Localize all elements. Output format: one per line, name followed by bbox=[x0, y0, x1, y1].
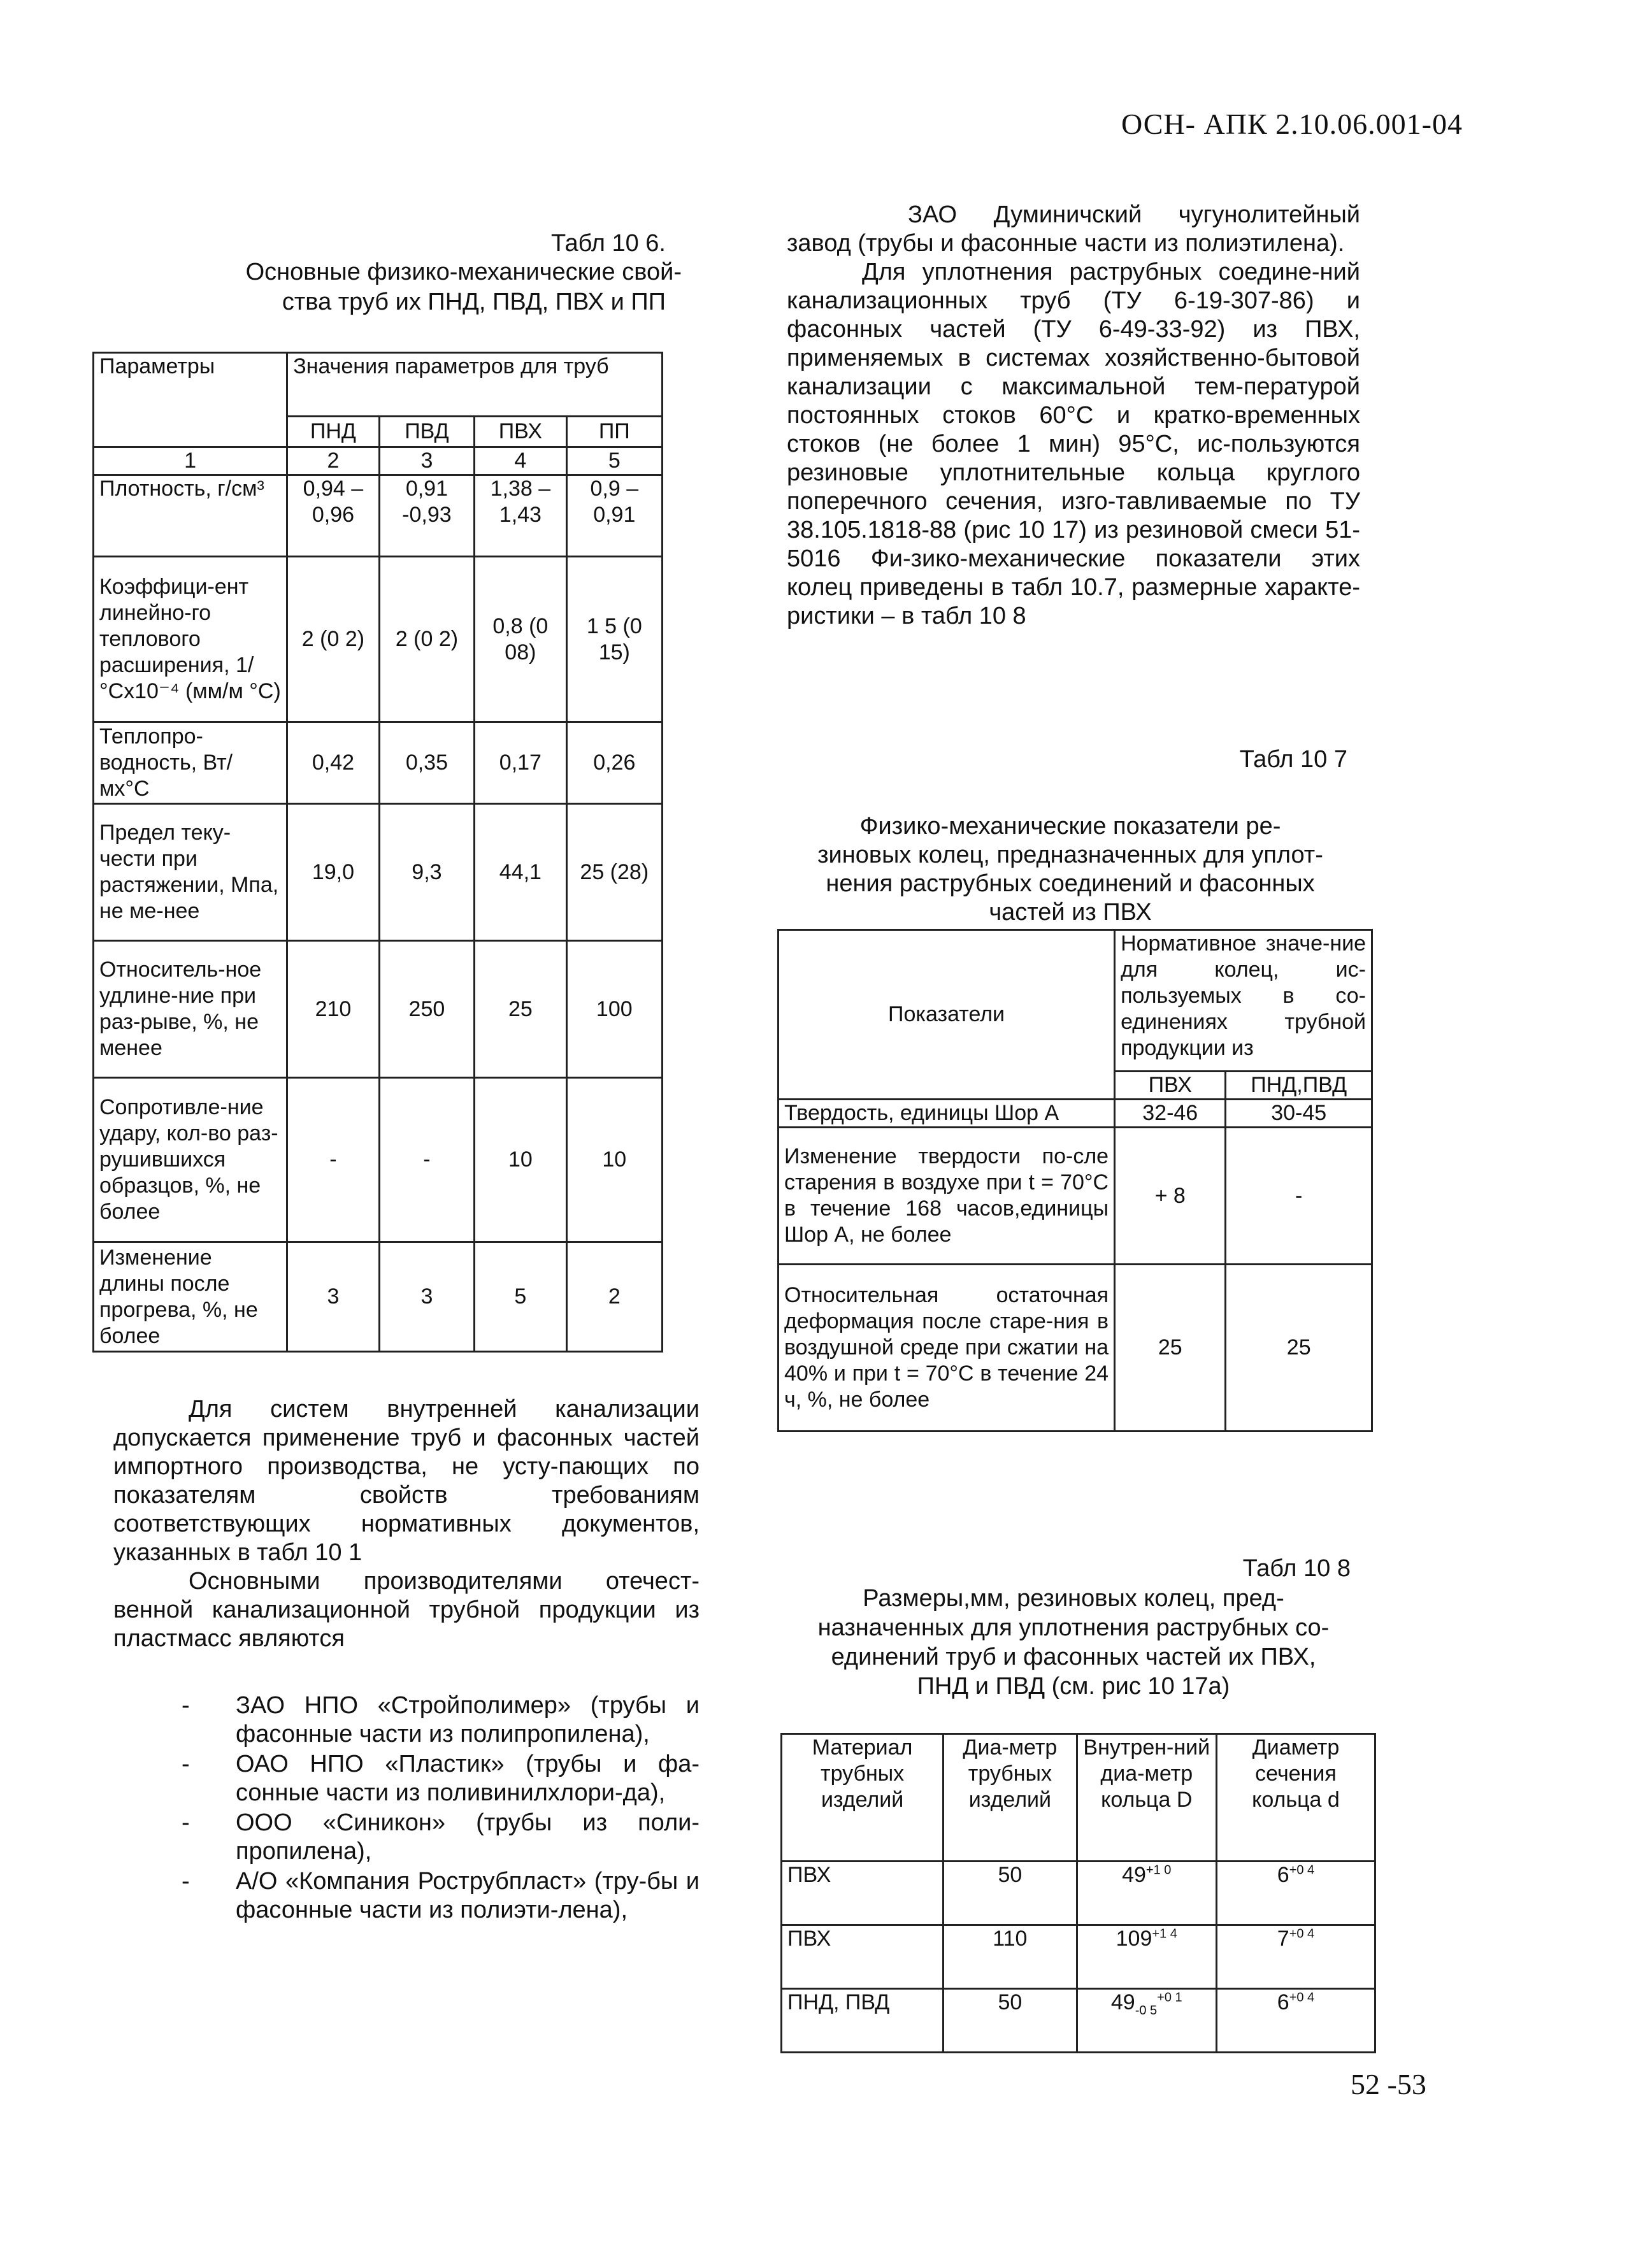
col-header-material: Материал трубных изделий bbox=[782, 1734, 944, 1862]
col-header-pnd: ПНД bbox=[287, 417, 379, 447]
right-text bbox=[787, 201, 1360, 631]
value-cell: 2 (0 2) bbox=[379, 557, 474, 722]
table-row bbox=[94, 1078, 663, 1242]
param-cell: Относитель-ное удлине-ние при раз-рыве, %, не менее bbox=[94, 941, 287, 1078]
value-cell: 44,1 bbox=[475, 804, 566, 941]
table-row bbox=[782, 1862, 1375, 1925]
value-cell: 0,94 –0,96 bbox=[287, 475, 379, 557]
table-10-6-title-line2: ства труб их ПНД, ПВД, ПВХ и ПП bbox=[282, 289, 666, 315]
table-10-8-title-line3: единений труб и фасонных частей их ПВХ, bbox=[831, 1644, 1316, 1670]
param-cell: Изменение длины после прогрева, %, не более bbox=[94, 1242, 287, 1352]
table-10-7-title-line3: нения раструбных соединений и фасонных bbox=[826, 870, 1315, 897]
material-cell: ПВХ bbox=[782, 1925, 944, 1989]
table-row bbox=[94, 557, 663, 722]
value-cell: + 8 bbox=[1115, 1128, 1226, 1265]
col-header-pp: ПП bbox=[566, 417, 662, 447]
paragraph-manufacturers-intro: Основными производителями отечест-венной канализационной трубной продукции из пластмасс являются bbox=[113, 1568, 700, 1652]
inner-diameter-cell bbox=[1077, 1925, 1216, 1989]
inner-diameter-cell bbox=[1077, 1862, 1216, 1925]
table-10-6-label: Табл 10 6. bbox=[551, 230, 666, 257]
param-cell: Предел теку-чести при растяжении, Мпа, не ме-нее bbox=[94, 804, 287, 941]
value-cell: - bbox=[287, 1078, 379, 1242]
section-diameter-cell bbox=[1216, 1862, 1375, 1925]
table-10-7-title-line4: частей из ПВХ bbox=[989, 899, 1152, 926]
value-cell: 10 bbox=[566, 1078, 662, 1242]
table-10-8-label: Табл 10 8 bbox=[1242, 1555, 1351, 1582]
col-header-indicators: Показатели bbox=[779, 930, 1115, 1100]
list-item-text: ООО «Синикон» (трубы из поли-пропилена), bbox=[236, 1809, 700, 1865]
section-diameter-cell bbox=[1216, 1989, 1375, 2053]
table-row bbox=[782, 1925, 1375, 1989]
list-item bbox=[175, 1750, 700, 1807]
value-cell: 32-46 bbox=[1115, 1100, 1226, 1128]
col-header-section-diameter: Диаметр сечения кольца d bbox=[1216, 1734, 1375, 1862]
page-number: 52 -53 bbox=[1351, 2068, 1426, 2100]
inner-diameter-value: 49 bbox=[1122, 1863, 1146, 1887]
col-number-1: 1 bbox=[94, 447, 287, 475]
value-cell: 0,35 bbox=[379, 722, 474, 804]
value-cell: 100 bbox=[566, 941, 662, 1078]
value-cell: 25 (28) bbox=[566, 804, 662, 941]
list-item bbox=[175, 1867, 700, 1925]
param-cell: Сопротивле-ние удару, кол-во раз-рушившихся образцов, %, не более bbox=[94, 1078, 287, 1242]
list-dash: - bbox=[182, 1751, 190, 1777]
col-header-norm: Нормативное значе-ние для колец, ис-пользуемых в со-единениях трубной продукции из bbox=[1115, 930, 1372, 1072]
table-row bbox=[782, 1989, 1375, 2053]
value-cell: 0,42 bbox=[287, 722, 379, 804]
paragraph-imported-pipes: Для систем внутренней канализации допускается применение труб и фасонных частей импортного производства, не усту-пающих по показателям свойств требованиям соответствующих нормативных документов, указанных в табл 10 1 bbox=[113, 1396, 700, 1566]
manufacturers-list bbox=[175, 1691, 700, 1926]
section-diameter-tolerance: +0 4 bbox=[1289, 1863, 1315, 1877]
list-item bbox=[175, 1691, 700, 1749]
value-cell: 25 bbox=[1226, 1265, 1372, 1432]
inner-diameter-tolerance: +0 1 bbox=[1157, 1990, 1182, 2005]
value-cell: 0,17 bbox=[475, 722, 566, 804]
value-cell: 210 bbox=[287, 941, 379, 1078]
section-diameter-tolerance: +0 4 bbox=[1289, 1990, 1315, 2005]
table-10-6 bbox=[92, 352, 663, 1353]
section-diameter-tolerance: +0 4 bbox=[1289, 1927, 1315, 1941]
list-item-text: А/О «Компания Рострубпласт» (тру-бы и фасонные части из полиэти-лена), bbox=[236, 1868, 700, 1923]
table-row bbox=[94, 804, 663, 941]
paragraph-seal-rings: Для уплотнения раструбных соедине-ний канализационных труб (ТУ 6-19-307-86) и фасонных частей (ТУ 6-49-33-92) из ПВХ, применяемых в системах хозяйственно-бытовой канализации с максимальной тем-пературой постоянных стоков 60°С и кратко-временных стоков (не более 1 мин) 95°С, ис-пользуются резиновые уплотнительные кольца круглого поперечного сечения, изго-тавливаемые по ТУ 38.105.1818-88 (рис 10 17) из резиновой смеси 51-5016 Фи-зико-механические показатели этих колец приведены в табл 10.7, размерные характе-ристики – в табл 10 8 bbox=[787, 259, 1360, 629]
list-dash: - bbox=[182, 1809, 190, 1836]
value-cell: 10 bbox=[475, 1078, 566, 1242]
left-text bbox=[113, 1395, 700, 1653]
inner-diameter-cell bbox=[1077, 1989, 1216, 2053]
value-cell: 1 5 (0 15) bbox=[566, 557, 662, 722]
value-cell: 30-45 bbox=[1226, 1100, 1372, 1128]
material-cell: ПВХ bbox=[782, 1862, 944, 1925]
value-cell: 1,38 – 1,43 bbox=[475, 475, 566, 557]
value-cell: 0,8 (0 08) bbox=[475, 557, 566, 722]
material-cell: ПНД, ПВД bbox=[782, 1989, 944, 2053]
table-row bbox=[779, 1128, 1372, 1265]
table-row bbox=[779, 1100, 1372, 1128]
value-cell: 19,0 bbox=[287, 804, 379, 941]
inner-diameter-value: 109 bbox=[1116, 1927, 1152, 1951]
section-diameter-cell bbox=[1216, 1925, 1375, 1989]
indicator-cell: Твердость, единицы Шор А bbox=[779, 1100, 1115, 1128]
value-cell: 3 bbox=[287, 1242, 379, 1352]
value-cell: 25 bbox=[1115, 1265, 1226, 1432]
param-cell: Плотность, г/см³ bbox=[94, 475, 287, 557]
indicator-cell: Относительная остаточная деформация после старе-ния в воздушной среде при сжатии на 40% и при t = 70°С в течение 24 ч, %, не более bbox=[779, 1265, 1115, 1432]
table-10-7-title-line2: зиновых колец, предназначенных для уплот- bbox=[817, 842, 1323, 868]
value-cell: 3 bbox=[379, 1242, 474, 1352]
col-header-pvh: ПВХ bbox=[475, 417, 566, 447]
value-cell: 5 bbox=[475, 1242, 566, 1352]
table-10-8 bbox=[780, 1733, 1376, 2053]
col-number-3: 3 bbox=[379, 447, 474, 475]
col-header-pvh: ПВХ bbox=[1115, 1072, 1226, 1100]
value-cell: 2 bbox=[566, 1242, 662, 1352]
value-cell: - bbox=[1226, 1128, 1372, 1265]
table-10-7-label: Табл 10 7 bbox=[1239, 746, 1347, 773]
col-header-params: Параметры bbox=[94, 353, 287, 447]
param-cell: Теплопро-водность, Вт/мх°С bbox=[94, 722, 287, 804]
table-10-8-title-line4: ПНД и ПВД (см. рис 10 17а) bbox=[917, 1673, 1230, 1700]
table-10-8-title-line1: Размеры,мм, резиновых колец, пред- bbox=[863, 1585, 1284, 1612]
table-10-7 bbox=[777, 929, 1373, 1432]
section-diameter-value: 6 bbox=[1277, 1990, 1289, 2014]
inner-diameter-tolerance: +1 4 bbox=[1152, 1927, 1177, 1941]
col-header-pvd: ПВД bbox=[379, 417, 474, 447]
section-diameter-value: 6 bbox=[1277, 1863, 1289, 1887]
list-item-text: ОАО НПО «Пластик» (трубы и фа-сонные части из поливинилхлори-да), bbox=[236, 1751, 700, 1806]
value-cell: - bbox=[379, 1078, 474, 1242]
value-cell: 110 bbox=[944, 1925, 1077, 1989]
section-diameter-value: 7 bbox=[1277, 1927, 1289, 1951]
inner-diameter-lower-tolerance: -0 5 bbox=[1135, 2003, 1158, 2018]
col-number-5: 5 bbox=[566, 447, 662, 475]
value-cell: 250 bbox=[379, 941, 474, 1078]
table-row bbox=[779, 1265, 1372, 1432]
value-cell: 50 bbox=[944, 1989, 1077, 2053]
value-cell: 25 bbox=[475, 941, 566, 1078]
list-item-text: ЗАО НПО «Стройполимер» (трубы и фасонные части из полипропилена), bbox=[236, 1692, 700, 1748]
list-dash: - bbox=[182, 1868, 190, 1895]
value-cell: 0,9 – 0,91 bbox=[566, 475, 662, 557]
value-cell: 0,26 bbox=[566, 722, 662, 804]
col-header-inner-diameter: Внутрен-ний диа-метр кольца D bbox=[1077, 1734, 1216, 1862]
table-row bbox=[94, 1242, 663, 1352]
paragraph-duminichi: ЗАО Думиничский чугунолитейный завод (трубы и фасонные части из полиэтилена). bbox=[787, 201, 1360, 257]
table-row bbox=[94, 722, 663, 804]
col-header-values: Значения параметров для труб bbox=[287, 353, 663, 417]
value-cell: 50 bbox=[944, 1862, 1077, 1925]
table-10-7-title-line1: Физико-механические показатели ре- bbox=[859, 813, 1281, 840]
list-item bbox=[175, 1809, 700, 1866]
table-10-6-title-line1: Основные физико-механические свой- bbox=[245, 259, 682, 285]
value-cell: 2 (0 2) bbox=[287, 557, 379, 722]
table-row bbox=[94, 941, 663, 1078]
col-number-2: 2 bbox=[287, 447, 379, 475]
table-row bbox=[94, 475, 663, 557]
value-cell: 9,3 bbox=[379, 804, 474, 941]
value-cell: 0,91 -0,93 bbox=[379, 475, 474, 557]
inner-diameter-value: 49 bbox=[1110, 1990, 1135, 2014]
document-code: ОСН- АПК 2.10.06.001-04 bbox=[1121, 108, 1463, 140]
indicator-cell: Изменение твердости по-сле старения в воздухе при t = 70°С в течение 168 часов,единицы Шор А, не более bbox=[779, 1128, 1115, 1265]
inner-diameter-tolerance: +1 0 bbox=[1145, 1863, 1172, 1877]
col-header-pipe-diameter: Диа-метр трубных изделий bbox=[944, 1734, 1077, 1862]
col-header-pnd-pvd: ПНД,ПВД bbox=[1226, 1072, 1372, 1100]
param-cell: Коэффици-ент линейно-го теплового расширения, 1/°Cx10⁻⁴ (мм/м °С) bbox=[94, 557, 287, 722]
list-dash: - bbox=[182, 1692, 190, 1719]
table-10-8-title-line2: назначенных для уплотнения раструбных со- bbox=[817, 1614, 1330, 1641]
col-number-4: 4 bbox=[475, 447, 566, 475]
